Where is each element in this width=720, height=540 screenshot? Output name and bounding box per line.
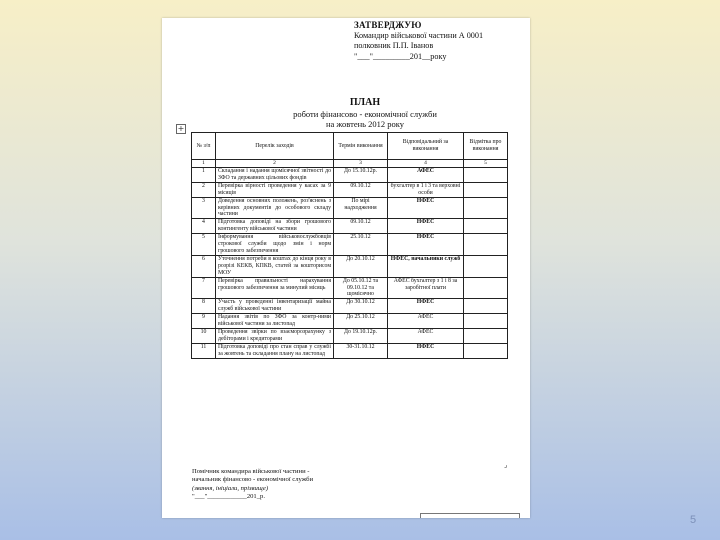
- row-responsible: бухгалтер в 1 і 3 та верховні особи: [388, 182, 464, 197]
- row-task: Доведення основних положень, роз'яснень з керівних документів до особового складу частини: [216, 197, 334, 219]
- row-number: 7: [192, 277, 216, 299]
- page-edge-marker: [420, 513, 520, 518]
- approval-line-3: "___"_________201__року: [354, 51, 447, 61]
- row-term: До 05.10.12 та 09.10.12 та щомісячно: [334, 277, 388, 299]
- row-term: До 25.10.12: [334, 314, 388, 329]
- row-mark: [464, 299, 508, 314]
- column-number: 5: [464, 160, 508, 168]
- row-term: 30-31.10.12: [334, 343, 388, 358]
- row-number: 3: [192, 197, 216, 219]
- signature-line-3: (звання, ініціали, прізвище): [192, 484, 269, 492]
- row-mark: [464, 182, 508, 197]
- row-responsible: НФЕС: [388, 197, 464, 219]
- row-responsible: НФЕС: [388, 219, 464, 234]
- table-header-row: [192, 133, 508, 160]
- approval-line-2: полковник П.П. Іванов: [354, 41, 434, 50]
- column-number-row: [192, 160, 508, 168]
- row-number: 9: [192, 314, 216, 329]
- row-responsible: НФЕС, начальники служб: [388, 255, 464, 277]
- row-mark: [464, 255, 508, 277]
- header-cell: Відповідальний за виконання: [388, 133, 464, 160]
- row-mark: [464, 197, 508, 219]
- row-number: 10: [192, 328, 216, 343]
- row-task: Уточнення потреби в коштах до кінця року в розрізі КЕКВ, КПКВ, статей за кошторисом МОУ: [216, 255, 334, 277]
- row-term: До 19.10.12р.: [334, 328, 388, 343]
- table-row: [192, 328, 508, 343]
- row-number: 5: [192, 234, 216, 256]
- row-task: Надання звітів по ЗФО за контр-ними військової частини за листопад: [216, 314, 334, 329]
- approval-heading: ЗАТВЕРДЖУЮ: [354, 20, 422, 30]
- column-number: 4: [388, 160, 464, 168]
- plan-table: [191, 132, 508, 359]
- row-number: 4: [192, 219, 216, 234]
- title-line-3: на жовтень 2012 року: [325, 119, 405, 129]
- row-responsible: НФЕС: [388, 299, 464, 314]
- row-task: Підготовка доповіді на збори грошового контингенту військової частини: [216, 219, 334, 234]
- column-number: 2: [216, 160, 334, 168]
- title-line-2: роботи фінансово - економічної служби: [293, 108, 437, 119]
- row-mark: [464, 328, 508, 343]
- row-mark: [464, 314, 508, 329]
- row-responsible: АФЕС: [388, 168, 464, 183]
- row-mark: [464, 234, 508, 256]
- table-row: [192, 255, 508, 277]
- row-responsible: НФЕС: [388, 234, 464, 256]
- row-responsible: АФЕС: [388, 314, 464, 329]
- row-task: Складання і надання щомісячної звітності до ЗФО та державних цільових фондів: [216, 168, 334, 183]
- signature-line-1: Помічник командира військової частини -: [192, 468, 310, 475]
- row-task: Перевірка правильності нарахування грошового забезпечення за минулий місяць: [216, 277, 334, 299]
- table-row: [192, 234, 508, 256]
- header-cell: Перелік заходів: [216, 133, 334, 160]
- table-row: [192, 299, 508, 314]
- column-number: 1: [192, 160, 216, 168]
- approval-block: [354, 20, 524, 62]
- row-number: 8: [192, 299, 216, 314]
- row-number: 2: [192, 182, 216, 197]
- slide-page-number: 5: [690, 514, 697, 526]
- row-term: 09.10.12: [334, 182, 388, 197]
- row-term: До 20.10.12: [334, 255, 388, 277]
- row-task: Підготовка доповіді про стан справ у службі за жовтень та складання плану на листопад: [216, 343, 334, 358]
- row-mark: [464, 277, 508, 299]
- table-resize-handle-icon[interactable]: ⌟: [504, 461, 508, 469]
- table-row: [192, 168, 508, 183]
- row-number: 11: [192, 343, 216, 358]
- row-responsible: АФЕС бухгалтер з 1 і 8 за заробітної плати: [388, 277, 464, 299]
- header-cell: № з/п: [192, 133, 216, 160]
- signature-block: [192, 468, 412, 502]
- row-term: До 15.10.12р.: [334, 168, 388, 183]
- row-responsible: НФЕС: [388, 343, 464, 358]
- document-title: [270, 98, 460, 130]
- row-mark: [464, 343, 508, 358]
- title-line-1: ПЛАН: [349, 97, 381, 108]
- row-task: Проведення звірки по взаєморозрахунку з дебіторами і кредиторами: [216, 328, 334, 343]
- row-responsible: АФЕС: [388, 328, 464, 343]
- row-term: По мірі надходження: [334, 197, 388, 219]
- table-row: [192, 197, 508, 219]
- document-page: [162, 18, 530, 518]
- row-mark: [464, 219, 508, 234]
- signature-line-2: начальник фінансово - економічної служби: [192, 476, 314, 484]
- row-term: До 30.10.12: [334, 299, 388, 314]
- table-row: [192, 182, 508, 197]
- approval-line-1: Командир військової частини А 0001: [354, 30, 484, 40]
- header-cell: Відмітка про виконання: [464, 133, 508, 160]
- row-term: 25.10.12: [334, 234, 388, 256]
- column-number: 3: [334, 160, 388, 168]
- row-term: 09.10.12: [334, 219, 388, 234]
- row-mark: [464, 168, 508, 183]
- table-row: [192, 314, 508, 329]
- table-move-handle-icon[interactable]: +: [177, 124, 185, 133]
- row-task: Участь у проведенні інвентаризації майна служб військової частини: [216, 299, 334, 314]
- header-cell: Термін виконання: [334, 133, 388, 160]
- row-task: Перевірка вірності проведення у касах за 9 місяців: [216, 182, 334, 197]
- table-row: [192, 219, 508, 234]
- signature-line-4: "___"____________201_р.: [192, 493, 265, 501]
- table-row: [192, 343, 508, 358]
- table-body: [192, 168, 508, 359]
- row-task: Інформування військовослужбовців строкової служби щодо змін і норм грошового забезпечення: [216, 234, 334, 256]
- row-number: 6: [192, 255, 216, 277]
- table-row: [192, 277, 508, 299]
- row-number: 1: [192, 168, 216, 183]
